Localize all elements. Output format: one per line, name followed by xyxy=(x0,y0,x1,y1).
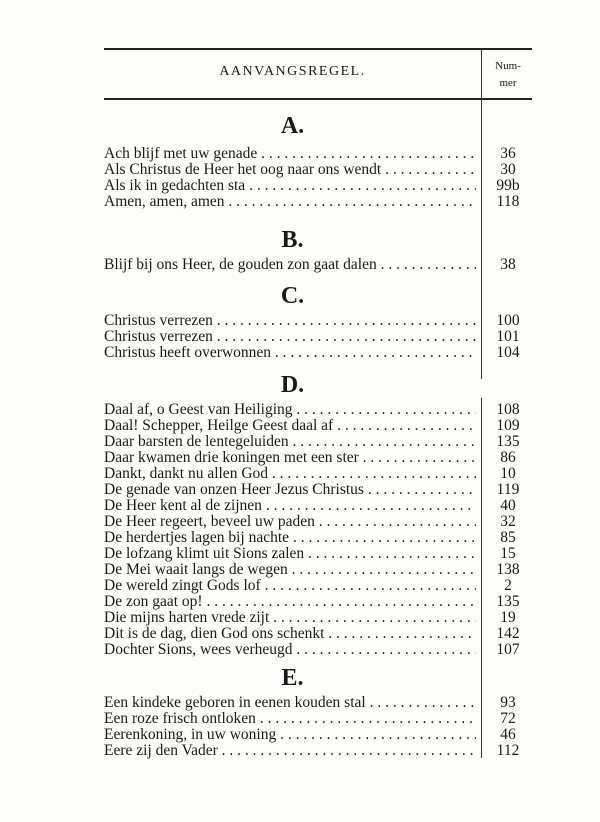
list-item xyxy=(104,193,532,210)
list-item xyxy=(104,694,532,711)
entry-number: 112 xyxy=(496,742,520,759)
entry-number: 40 xyxy=(500,497,516,514)
number-label-line1: Num- xyxy=(495,60,521,72)
list-item xyxy=(104,710,532,727)
header-rule xyxy=(104,98,532,100)
entry-text: Als Christus de Heer het oog naar ons wendt . . . xyxy=(104,161,476,178)
entry-text: Een kindeke geboren in eenen kouden stal . . . xyxy=(104,694,476,711)
list-item xyxy=(104,401,532,418)
entry-number: 119 xyxy=(496,481,520,498)
entry-number: 46 xyxy=(500,726,516,743)
entry-text: Christus verrezen . . . xyxy=(104,328,476,345)
entry-text: Dochter Sions, wees verheugd . . . xyxy=(104,641,476,658)
list-item xyxy=(104,344,532,361)
list-item xyxy=(104,256,532,273)
entry-number: 118 xyxy=(496,193,520,210)
entry-text: Dit is de dag, dien God ons schenkt . . . xyxy=(104,625,476,642)
entry-number: 30 xyxy=(500,161,516,178)
entry-number: 99b xyxy=(496,177,520,194)
entry-number: 101 xyxy=(496,328,520,345)
entry-number: 135 xyxy=(496,593,520,610)
entry-text: De wereld zingt Gods lof . . . xyxy=(104,577,476,594)
entry-text: De Mei waait langs de wegen . . . xyxy=(104,561,476,578)
list-item xyxy=(104,609,532,626)
entry-text: Daar kwamen drie koningen met een ster . . . xyxy=(104,449,476,466)
entry-number: 142 xyxy=(496,625,520,642)
entry-text: Daar barsten de lentegeluiden . . . xyxy=(104,433,476,450)
entry-text: Die mijns harten vrede zijt . . . xyxy=(104,609,476,626)
list-item xyxy=(104,417,532,434)
entry-number: 72 xyxy=(500,710,516,727)
number-label-line2: mer xyxy=(499,77,517,89)
entry-number: 38 xyxy=(500,256,516,273)
list-item xyxy=(104,449,532,466)
entry-number: 15 xyxy=(500,545,516,562)
entry-text: De herdertjes lagen bij nachte . . . xyxy=(104,529,476,546)
list-item xyxy=(104,433,532,450)
list-item xyxy=(104,513,532,530)
list-item xyxy=(104,561,532,578)
list-item xyxy=(104,177,532,194)
entry-text: Christus verrezen . . . xyxy=(104,312,476,329)
entry-number: 100 xyxy=(496,312,520,329)
list-item xyxy=(104,497,532,514)
list-item xyxy=(104,625,532,642)
entry-number: 93 xyxy=(500,694,516,711)
entry-number: 2 xyxy=(504,577,512,594)
section-letter-c: C. xyxy=(280,283,305,309)
top-rule xyxy=(104,48,532,50)
list-item xyxy=(104,726,532,743)
list-item xyxy=(104,481,532,498)
entry-text: Eerenkoning, in uw woning . . . xyxy=(104,726,476,743)
column-header-number xyxy=(484,58,532,92)
column-header-title: AANVANGSREGEL. xyxy=(219,64,366,79)
entry-number: 109 xyxy=(496,417,520,434)
entry-text: Ach blijf met uw genade . . . xyxy=(104,145,476,162)
entry-number: 135 xyxy=(496,433,520,450)
list-item xyxy=(104,577,532,594)
list-item xyxy=(104,641,532,658)
entry-number: 32 xyxy=(500,513,516,530)
entry-text: Daal af, o Geest van Heiliging . . . xyxy=(104,401,476,418)
list-item xyxy=(104,529,532,546)
entry-number: 138 xyxy=(496,561,520,578)
list-item xyxy=(104,145,532,162)
entry-text: De lofzang klimt uit Sions zalen . . . xyxy=(104,545,476,562)
entry-text: De Heer regeert, beveel uw paden . . . xyxy=(104,513,476,530)
entry-text: Amen, amen, amen . . . xyxy=(104,193,476,210)
list-item xyxy=(104,161,532,178)
section-letter-d: D. xyxy=(280,372,305,398)
entry-text: Een roze frisch ontloken . . . xyxy=(104,710,476,727)
list-item xyxy=(104,328,532,345)
section-letter-e: E. xyxy=(281,665,304,691)
entry-number: 36 xyxy=(500,145,516,162)
entry-number: 108 xyxy=(496,401,520,418)
section-letter-a: A. xyxy=(280,113,305,139)
entry-number: 86 xyxy=(500,449,516,466)
section-letter-b: B. xyxy=(281,227,304,253)
list-item xyxy=(104,312,532,329)
entry-number: 19 xyxy=(500,609,516,626)
list-item xyxy=(104,742,532,759)
entry-text: Als ik in gedachten sta . . . xyxy=(104,177,476,194)
list-item xyxy=(104,465,532,482)
entry-text: Eere zij den Vader . . . xyxy=(104,742,476,759)
entry-number: 85 xyxy=(500,529,516,546)
entry-text: Daal! Schepper, Heilge Geest daal af . . . xyxy=(104,417,476,434)
entry-text: De Heer kent al de zijnen . . . xyxy=(104,497,476,514)
entry-text: Christus heeft overwonnen . . . xyxy=(104,344,476,361)
entry-number: 107 xyxy=(496,641,520,658)
entry-number: 10 xyxy=(500,465,516,482)
entry-number: 104 xyxy=(496,344,520,361)
entry-text: Blijf bij ons Heer, de gouden zon gaat dalen . . . xyxy=(104,256,476,273)
list-item xyxy=(104,545,532,562)
entry-text: De genade van onzen Heer Jezus Christus . . . xyxy=(104,481,476,498)
entry-text: De zon gaat op! . . . xyxy=(104,593,476,610)
entry-text: Dankt, dankt nu allen God . . . xyxy=(104,465,476,482)
list-item xyxy=(104,593,532,610)
